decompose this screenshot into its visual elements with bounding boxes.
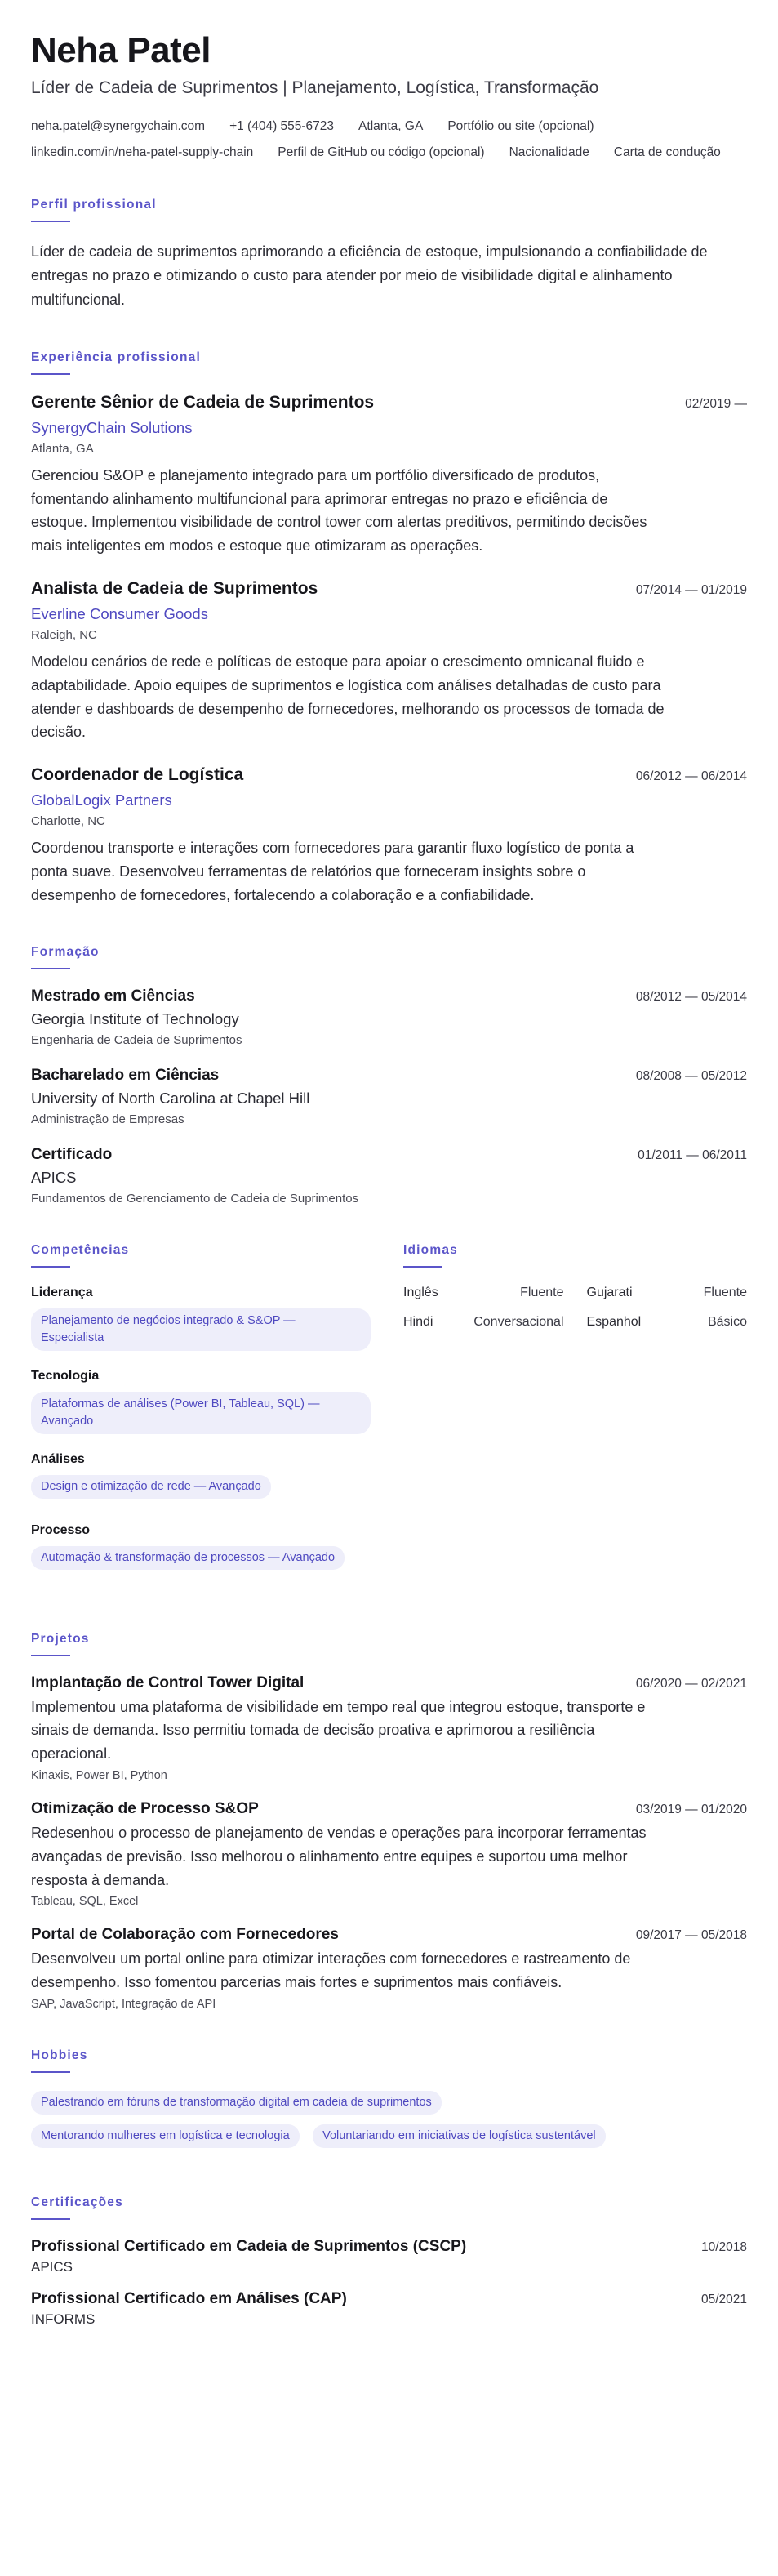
- section-title: Projetos: [31, 1631, 90, 1646]
- project-tech: Tableau, SQL, Excel: [31, 1895, 139, 1909]
- language-list: [403, 1286, 747, 1330]
- language-name: Hindi: [403, 1314, 433, 1329]
- certification-name: Profissional Certificado em Cadeia de Suprimentos (CSCP): [31, 2238, 467, 2256]
- job-description: Modelou cenários de rede e políticas de estoque para apoiar o crescimento omnicanal fluido e adaptabilidade. Apoio equipes de suprimentos e logística com análises detalhadas de custo para atender e dashboards de desempenho de fornecedores, melhorando os processos de tomada de decisão.: [31, 653, 665, 741]
- section-divider: [31, 1266, 70, 1268]
- section-title: Competências: [31, 1242, 130, 1257]
- language-name: Gujarati: [586, 1285, 633, 1299]
- candidate-headline: Líder de Cadeia de Suprimentos | Planejamento, Logística, Transformação: [31, 78, 599, 98]
- education-section: [31, 945, 747, 1206]
- contact-nationality: Nacionalidade: [509, 145, 589, 159]
- language-item: [587, 1286, 748, 1300]
- hobby-list: [31, 2091, 700, 2158]
- project-date: 03/2019 — 01/2020: [635, 1803, 747, 1816]
- job-date: 06/2012 — 06/2014: [635, 769, 747, 784]
- section-title: Idiomas: [403, 1242, 458, 1257]
- language-name: Inglês: [403, 1285, 438, 1299]
- education-item: [31, 1067, 747, 1126]
- experience-item: [31, 765, 747, 907]
- language-level: Fluente: [520, 1285, 564, 1299]
- degree: Certificado: [31, 1145, 113, 1163]
- skill-chip: Planejamento de negócios integrado & S&OP — Especialista: [31, 1308, 371, 1351]
- summary-section: [31, 198, 747, 313]
- certification-issuer: APICS: [31, 2259, 73, 2275]
- field-of-study: Administração de Empresas: [31, 1112, 184, 1126]
- certification-item: [31, 2238, 747, 2275]
- contact-github[interactable]: Perfil de GitHub ou código (opcional): [278, 145, 485, 159]
- section-divider: [31, 2218, 70, 2220]
- skill-category: Processo: [31, 1522, 91, 1537]
- project-description: Implementou uma plataforma de visibilidade em tempo real que integrou estoque, transporte e sinais de demanda. Isso permitiu tomada de decisão proativa e aprimorou a resiliência operacional.: [31, 1698, 646, 1763]
- education-date: 08/2012 — 05/2014: [635, 989, 747, 1004]
- language-item: [587, 1315, 748, 1330]
- language-name: Espanhol: [586, 1314, 642, 1329]
- section-title: Formação: [31, 944, 100, 959]
- experience-item: [31, 393, 747, 558]
- section-title: Experiência profissional: [31, 350, 201, 364]
- section-divider: [31, 373, 70, 375]
- company-name: Everline Consumer Goods: [31, 604, 208, 622]
- skill-chip: Automação & transformação de processos — Avançado: [31, 1546, 345, 1570]
- job-title: Gerente Sênior de Cadeia de Suprimentos: [31, 392, 375, 412]
- job-location: Charlotte, NC: [31, 814, 105, 829]
- language-item: [403, 1315, 564, 1330]
- school-name: University of North Carolina at Chapel Hill: [31, 1089, 310, 1107]
- job-title: Analista de Cadeia de Suprimentos: [31, 578, 318, 598]
- field-of-study: Fundamentos de Gerenciamento de Cadeia de Suprimentos: [31, 1191, 359, 1206]
- languages-section: [403, 1243, 747, 1594]
- certification-issuer: INFORMS: [31, 2311, 96, 2328]
- contact-portfolio[interactable]: Portfólio ou site (opcional): [447, 118, 594, 133]
- project-description: Redesenhou o processo de planejamento de vendas e operações para incorporar ferramentas avançadas de previsão. Isso melhorou o alinhamento entre equipes e suportou uma melhor resposta à demanda.: [31, 1825, 647, 1888]
- skills-section: [31, 1243, 371, 1594]
- skill-group: [31, 1523, 371, 1576]
- project-item: [31, 1800, 747, 1908]
- contact-list: [31, 119, 747, 160]
- section-divider: [31, 968, 70, 969]
- hobby-chip: Voluntariando em iniciativas de logística sustentável: [313, 2124, 606, 2148]
- job-date: 07/2014 — 01/2019: [635, 582, 747, 597]
- section-divider: [31, 2071, 70, 2073]
- education-date: 08/2008 — 05/2012: [635, 1068, 747, 1083]
- skill-chip: Plataformas de análises (Power BI, Tableau, SQL) — Avançado: [31, 1392, 371, 1434]
- company-name: GlobalLogix Partners: [31, 791, 172, 809]
- job-title: Coordenador de Logística: [31, 765, 244, 785]
- skill-category: Tecnologia: [31, 1368, 100, 1383]
- education-item: [31, 1146, 747, 1206]
- projects-section: [31, 1632, 747, 2011]
- hobbies-section: [31, 2048, 747, 2158]
- section-divider: [31, 1655, 70, 1656]
- language-level: Básico: [707, 1314, 747, 1329]
- job-description: Gerenciou S&OP e planejamento integrado para um portfólio diversificado de produtos, fomentando alinhamento multifuncional para aprimorar entregas no prazo e eficiência de estoque. Implementou visibilidade de control tower com alertas preditivos, permitindo decisões mais inteligentes em modos e estoque que otimizaram as operações.: [31, 466, 647, 555]
- education-date: 01/2011 — 06/2011: [638, 1148, 747, 1162]
- skill-category: Análises: [31, 1451, 85, 1466]
- section-title: Hobbies: [31, 2048, 88, 2062]
- resume-header: [31, 31, 747, 160]
- degree: Bacharelado em Ciências: [31, 1066, 220, 1084]
- field-of-study: Engenharia de Cadeia de Suprimentos: [31, 1032, 242, 1047]
- skill-chip: Design e otimização de rede — Avançado: [31, 1475, 271, 1499]
- company-name: SynergyChain Solutions: [31, 418, 193, 436]
- certifications-section: [31, 2195, 747, 2328]
- project-name: Implantação de Control Tower Digital: [31, 1674, 305, 1691]
- job-date: 02/2019 —: [685, 396, 747, 411]
- job-location: Raleigh, NC: [31, 627, 97, 642]
- contact-license: Carta de condução: [613, 145, 721, 159]
- hobby-chip: Palestrando em fóruns de transformação digital em cadeia de suprimentos: [31, 2091, 442, 2115]
- certification-date: 05/2021: [700, 2293, 747, 2307]
- language-level: Conversacional: [473, 1314, 564, 1329]
- project-item: [31, 1674, 747, 1782]
- skill-group: [31, 1452, 371, 1505]
- education-item: [31, 987, 747, 1047]
- experience-item: [31, 579, 747, 744]
- hobby-chip: Mentorando mulheres em logística e tecnologia: [31, 2124, 300, 2148]
- skill-group: [31, 1286, 371, 1351]
- contact-phone[interactable]: +1 (404) 555-6723: [229, 118, 335, 133]
- language-level: Fluente: [703, 1285, 747, 1299]
- project-description: Desenvolveu um portal online para otimizar interações com fornecedores e rastreamento de desempenho. Isso fomentou parcerias mais fortes e suprimentos mais confiáveis.: [31, 1950, 631, 1991]
- contact-email[interactable]: neha.patel@synergychain.com: [31, 118, 206, 133]
- job-description: Coordenou transporte e interações com fornecedores para garantir fluxo logístico de ponta a ponta suave. Desenvolveu ferramentas de relatórios que forneceram insights sobre o desempenho de fornecedores, fortalecendo a colaboração e a confiabilidade.: [31, 840, 634, 903]
- project-date: 06/2020 — 02/2021: [635, 1676, 747, 1691]
- project-name: Portal de Colaboração com Fornecedores: [31, 1926, 339, 1944]
- section-title: Perfil profissional: [31, 197, 157, 212]
- candidate-name: Neha Patel: [31, 30, 211, 70]
- certification-name: Profissional Certificado em Análises (CAP): [31, 2290, 347, 2308]
- section-title: Certificações: [31, 2195, 123, 2210]
- job-location: Atlanta, GA: [31, 441, 94, 456]
- skill-category: Liderança: [31, 1285, 93, 1299]
- contact-linkedin[interactable]: linkedin.com/in/neha-patel-supply-chain: [31, 145, 254, 159]
- project-item: [31, 1926, 747, 2011]
- section-divider: [403, 1266, 442, 1268]
- project-date: 09/2017 — 05/2018: [635, 1928, 747, 1943]
- summary-text: Líder de cadeia de suprimentos aprimorando a eficiência de estoque, impulsionando a confiabilidade de entregas no prazo e otimizando o custo para atender por meio de visibilidade digital e alinhamento multifuncional.: [31, 243, 708, 309]
- skills-languages-row: [31, 1243, 747, 1594]
- project-tech: SAP, JavaScript, Integração de API: [31, 1997, 216, 2011]
- project-name: Otimização de Processo S&OP: [31, 1800, 259, 1817]
- contact-location: Atlanta, GA: [358, 118, 424, 133]
- degree: Mestrado em Ciências: [31, 987, 195, 1005]
- project-tech: Kinaxis, Power BI, Python: [31, 1769, 167, 1782]
- certification-item: [31, 2290, 747, 2328]
- section-divider: [31, 221, 70, 222]
- school-name: APICS: [31, 1168, 77, 1186]
- experience-section: [31, 350, 747, 907]
- skill-group: [31, 1369, 371, 1434]
- language-item: [403, 1286, 564, 1300]
- certification-date: 10/2018: [700, 2240, 747, 2255]
- school-name: Georgia Institute of Technology: [31, 1009, 239, 1027]
